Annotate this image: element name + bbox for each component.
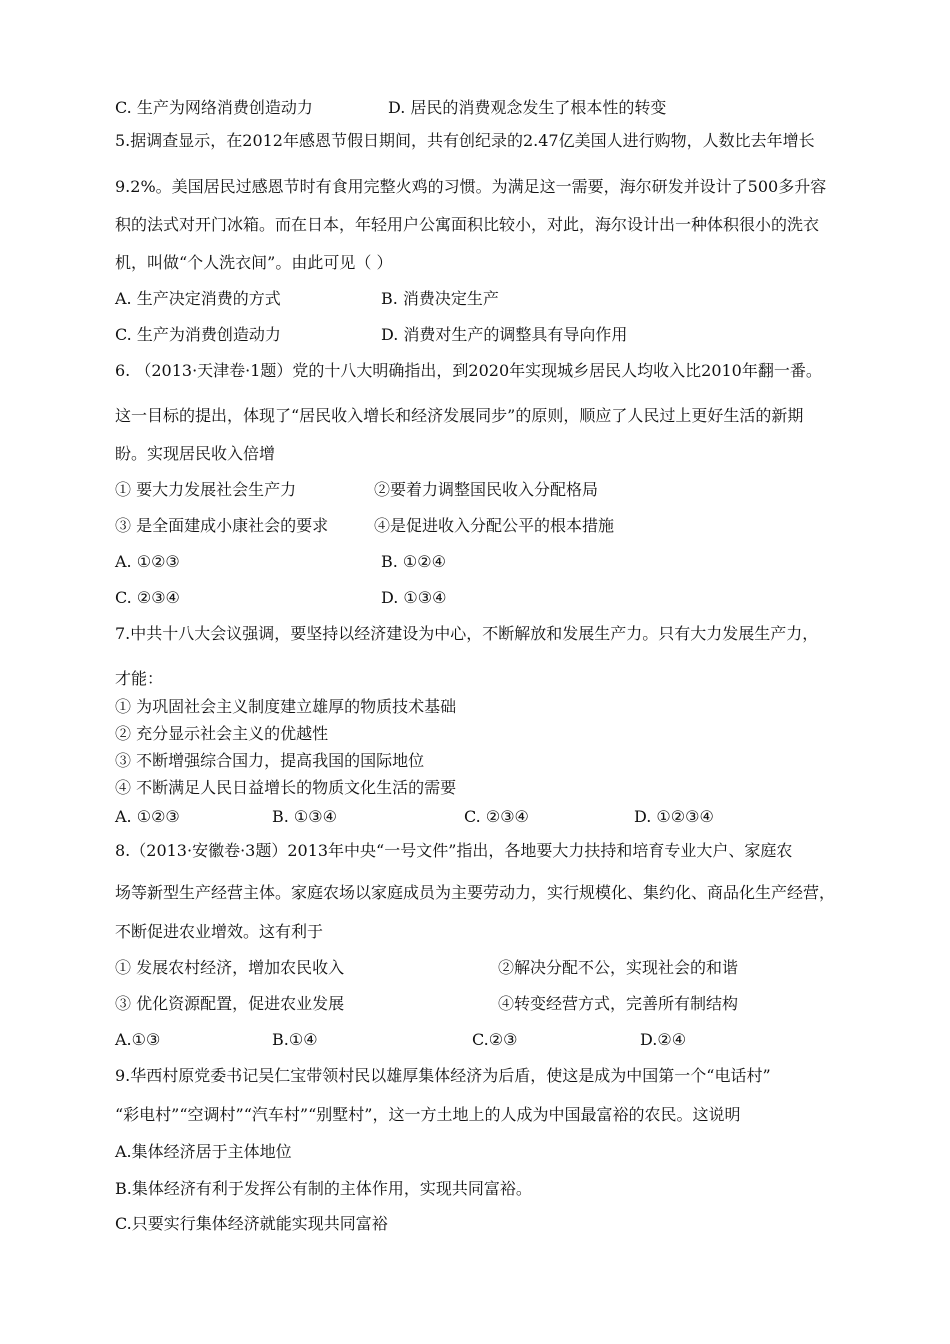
q8-stem-line-2: 场等新型生产经营主体。家庭农场以家庭成员为主要劳动力，实行规模化、集约化、商品化生产经营， xyxy=(115,883,836,902)
q8-option-a: A.①③ xyxy=(115,1030,161,1049)
q8-option-d: D.②④ xyxy=(640,1030,687,1049)
q5-stem-line-1: 5.据调查显示，在2012年感恩节假日期间，共有创纪录的2.47亿美国人进行购物，人数比去年增长 xyxy=(115,131,815,150)
q7-stem-line-2: 才能： xyxy=(115,669,164,688)
q7-option-a: A. ①②③ xyxy=(115,807,180,826)
q6-stem-line-1: 6. （2013·天津卷·1题）党的十八大明确指出，到2020年实现城乡居民人均收入比2010年翻一番。 xyxy=(115,361,822,380)
q6-option-c: C. ②③④ xyxy=(115,588,180,607)
q9-stem-line-2: “彩电村”“空调村”“汽车村”“别墅村”，这一方土地上的人成为中国最富裕的农民。这说明 xyxy=(115,1105,741,1124)
q9-option-c: C.只要实行集体经济就能实现共同富裕 xyxy=(115,1214,388,1233)
q6-option-b: B. ①②④ xyxy=(381,552,446,571)
q8-stem-line-1: 8.（2013·安徽卷·3题）2013年中央“一号文件”指出，各地要大力扶持和培育专业大户、家庭农 xyxy=(115,841,793,860)
q8-item-4: ④转变经营方式，完善所有制结构 xyxy=(498,994,739,1013)
q5-option-d: D. 消费对生产的调整具有导向作用 xyxy=(381,325,628,344)
q8-option-b: B.①④ xyxy=(272,1030,318,1049)
q5-option-c: C. 生产为消费创造动力 xyxy=(115,325,281,344)
q8-item-2: ②解决分配不公，实现社会的和谐 xyxy=(498,958,739,977)
q8-stem-line-3: 不断促进农业增效。这有利于 xyxy=(115,922,324,941)
q7-item-1: ① 为巩固社会主义制度建立雄厚的物质技术基础 xyxy=(115,697,457,716)
q6-option-a: A. ①②③ xyxy=(115,552,180,571)
q7-item-4: ④ 不断满足人民日益增长的物质文化生活的需要 xyxy=(115,778,457,797)
q8-option-c: C.②③ xyxy=(472,1030,518,1049)
q5-stem-line-4: 机，叫做“个人洗衣间”。由此可见（ ） xyxy=(115,253,393,272)
q5-stem-line-2: 9.2%。美国居民过感恩节时有食用完整火鸡的习惯。为满足这一需要，海尔研发并设计了500多升容 xyxy=(115,177,827,196)
q8-item-3: ③ 优化资源配置，促进农业发展 xyxy=(115,994,345,1013)
q6-item-2: ②要着力调整国民收入分配格局 xyxy=(374,480,599,499)
q4-option-d: D. 居民的消费观念发生了根本性的转变 xyxy=(388,98,667,117)
q9-option-b: B.集体经济有利于发挥公有制的主体作用，实现共同富裕。 xyxy=(115,1179,532,1198)
q7-option-b: B. ①③④ xyxy=(272,807,337,826)
q6-stem-line-2: 这一目标的提出，体现了“居民收入增长和经济发展同步”的原则，顺应了人民过上更好生活的新期 xyxy=(115,406,804,425)
q7-item-2: ② 充分显示社会主义的优越性 xyxy=(115,724,329,743)
q6-item-4: ④是促进收入分配公平的根本措施 xyxy=(374,516,615,535)
q6-stem-line-3: 盼。实现居民收入倍增 xyxy=(115,444,276,463)
q5-option-a: A. 生产决定消费的方式 xyxy=(115,289,281,308)
q9-option-a: A.集体经济居于主体地位 xyxy=(115,1142,292,1161)
q6-item-1: ① 要大力发展社会生产力 xyxy=(115,480,297,499)
q8-item-1: ① 发展农村经济，增加农民收入 xyxy=(115,958,345,977)
q7-option-c: C. ②③④ xyxy=(464,807,529,826)
q5-stem-line-3: 积的法式对开门冰箱。而在日本，年轻用户公寓面积比较小，对此，海尔设计出一种体积很小的洗衣 xyxy=(115,215,820,234)
q7-stem-line-1: 7.中共十八大会议强调，要坚持以经济建设为中心，不断解放和发展生产力。只有大力发展生产力， xyxy=(115,624,819,643)
q5-option-b: B. 消费决定生产 xyxy=(381,289,499,308)
q6-option-d: D. ①③④ xyxy=(381,588,447,607)
q9-stem-line-1: 9.华西村原党委书记吴仁宝带领村民以雄厚集体经济为后盾，使这是成为中国第一个“电话村” xyxy=(115,1066,771,1085)
q6-item-3: ③ 是全面建成小康社会的要求 xyxy=(115,516,329,535)
q7-item-3: ③ 不断增强综合国力，提高我国的国际地位 xyxy=(115,751,425,770)
q4-option-c: C. 生产为网络消费创造动力 xyxy=(115,98,313,117)
q7-option-d: D. ①②③④ xyxy=(634,807,714,826)
